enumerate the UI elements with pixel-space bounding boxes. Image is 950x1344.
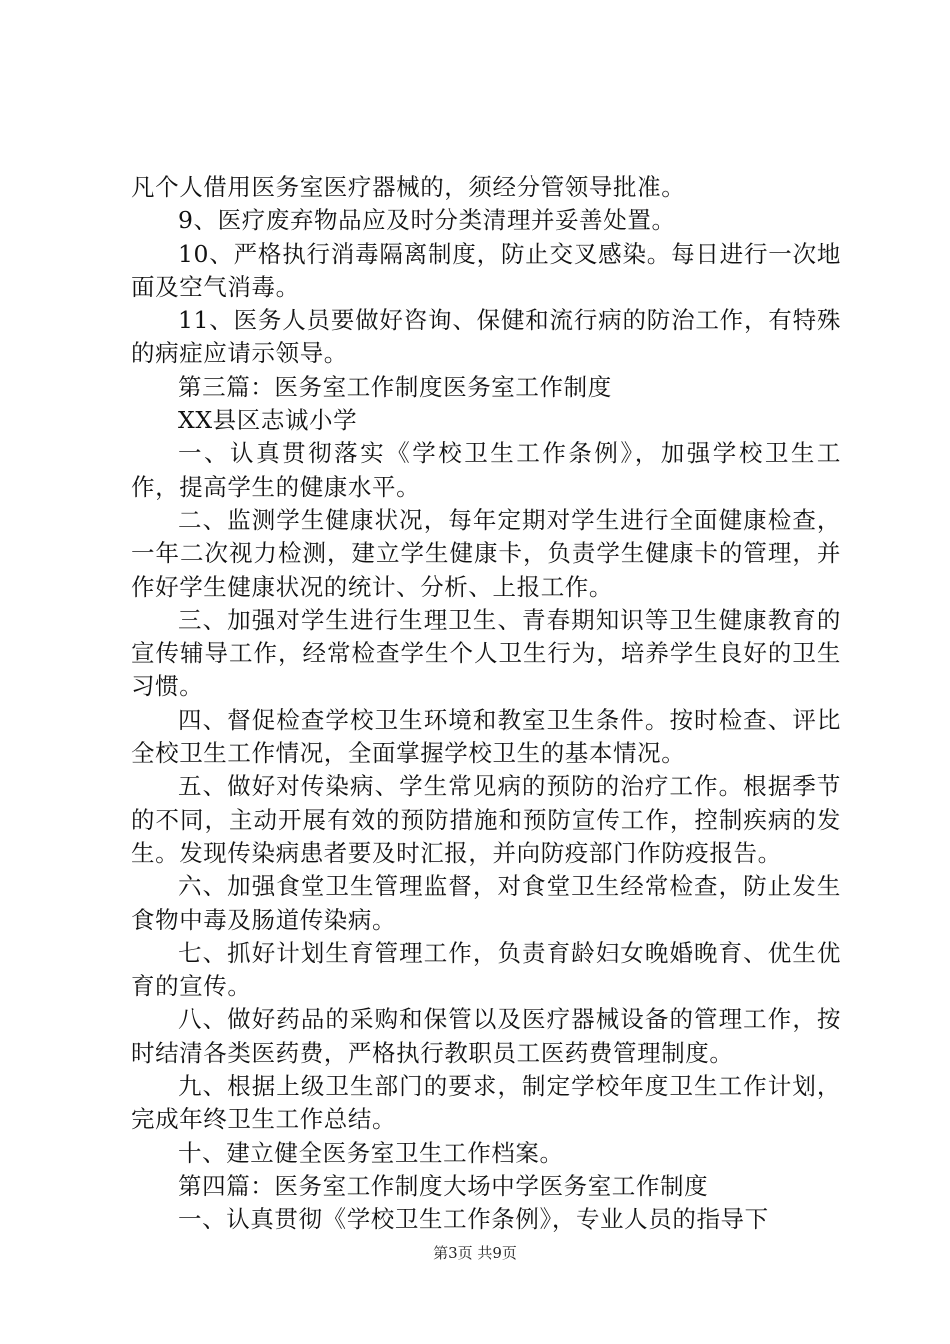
- paragraph: 七、抓好计划生育管理工作，负责育龄妇女晚婚晚育、优生优育的宣传。: [131, 938, 841, 1001]
- document-body: [131, 171, 841, 1237]
- paragraph: 9、医疗废弃物品应及时分类清理并妥善处置。: [178, 206, 676, 235]
- paragraph: 六、加强食堂卫生管理监督，对食堂卫生经常检查，防止发生食物中毒及肠道传染病。: [131, 872, 841, 934]
- page-number-footer: 第3页 共9页: [433, 1244, 517, 1262]
- section-heading: 第三篇：医务室工作制度医务室工作制度: [178, 372, 612, 401]
- paragraph: 一、认真贯彻《学校卫生工作条例》，专业人员的指导下: [178, 1205, 769, 1234]
- paragraph: 10、严格执行消毒隔离制度，防止交叉感染。每日进行一次地面及空气消毒。: [131, 239, 841, 301]
- paragraph: 八、做好药品的采购和保管以及医疗器械设备的管理工作，按时结清各类医药费，严格执行教职员工医药费管理制度。: [131, 1005, 841, 1067]
- paragraph: 四、督促检查学校卫生环境和教室卫生条件。按时检查、评比全校卫生工作情况，全面掌握学校卫生的基本情况。: [131, 705, 841, 768]
- section-heading: 第四篇：医务室工作制度大场中学医务室工作制度: [178, 1171, 709, 1200]
- school-name: XX县区志诚小学: [178, 406, 358, 435]
- paragraph: 三、加强对学生进行生理卫生、青春期知识等卫生健康教育的宣传辅导工作，经常检查学生个人卫生行为，培养学生良好的卫生习惯。: [131, 605, 841, 701]
- paragraph: 五、做好对传染病、学生常见病的预防的治疗工作。根据季节的不同，主动开展有效的预防措施和预防宣传工作，控制疾病的发生。发现传染病患者要及时汇报，并向防疫部门作防疫报告。: [131, 772, 841, 867]
- paragraph: 十、建立健全医务室卫生工作档案。: [178, 1138, 564, 1167]
- paragraph: 凡个人借用医务室医疗器械的，须经分管领导批准。: [131, 173, 686, 201]
- paragraph: 二、监测学生健康状况，每年定期对学生进行全面健康检查，一年二次视力检测，建立学生健康卡，负责学生健康卡的管理，并作好学生健康状况的统计、分析、上报工作。: [131, 505, 841, 601]
- paragraph: 一、认真贯彻落实《学校卫生工作条例》，加强学校卫生工作，提高学生的健康水平。: [131, 439, 841, 501]
- paragraph: 11、医务人员要做好咨询、保健和流行病的防治工作，有特殊的病症应请示领导。: [131, 306, 841, 368]
- paragraph: 九、根据上级卫生部门的要求，制定学校年度卫生工作计划，完成年终卫生工作总结。: [131, 1072, 841, 1134]
